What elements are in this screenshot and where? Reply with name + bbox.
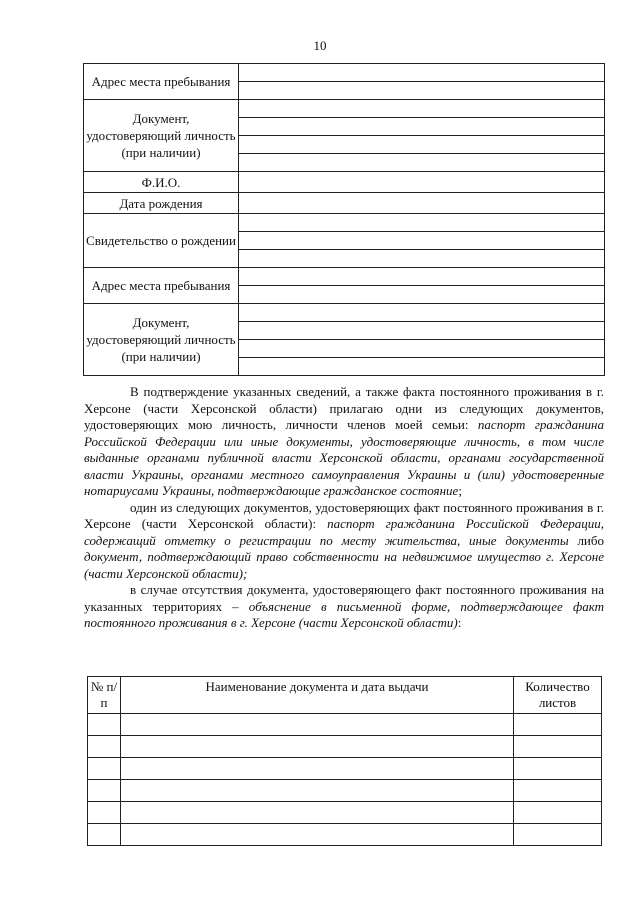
field-value-line[interactable] [239, 214, 605, 232]
field-value-line[interactable] [239, 340, 605, 358]
cell-number[interactable] [88, 736, 121, 758]
documents-table-row [88, 802, 602, 824]
field-label: Адрес места пребывания [84, 268, 239, 304]
cell-sheets[interactable] [514, 758, 602, 780]
info-table-row [84, 214, 605, 232]
field-value-line[interactable] [239, 154, 605, 172]
documents-table-row [88, 824, 602, 846]
field-value-line[interactable] [239, 304, 605, 322]
field-value-line[interactable] [239, 268, 605, 286]
documents-table-row [88, 758, 602, 780]
documents-table-row [88, 736, 602, 758]
body-text [84, 384, 604, 632]
field-value-line[interactable] [239, 358, 605, 376]
paragraph-residence-docs: один из следующих документов, удостоверяющих факт постоянного проживания в г. Херсоне (части Херсонской области): паспорт гражданина Российской Федерации, содержащий отметку о регистрации по месту жительства, иные документы либо документ, подтверждающий право собственности на недвижимое имущество г. Херсоне (части Херсонской области); [84, 499, 604, 581]
cell-sheets[interactable] [514, 802, 602, 824]
info-table-row [84, 304, 605, 322]
cell-sheets[interactable] [514, 714, 602, 736]
field-label: Адрес места пребывания [84, 64, 239, 100]
cell-document[interactable] [121, 824, 514, 846]
cell-sheets[interactable] [514, 824, 602, 846]
cell-number[interactable] [88, 714, 121, 736]
field-value-line[interactable] [239, 118, 605, 136]
field-value-line[interactable] [239, 64, 605, 82]
column-header-sheets: Количество листов [514, 677, 602, 714]
column-header-number: № п/п [88, 677, 121, 714]
cell-document[interactable] [121, 780, 514, 802]
field-value-line[interactable] [239, 100, 605, 118]
info-table-row [84, 193, 605, 214]
personal-info-table [83, 63, 605, 376]
field-label: Документ, удостоверяющий личность (при наличии) [84, 100, 239, 172]
field-value-line[interactable] [239, 172, 605, 193]
field-label: Документ, удостоверяющий личность (при наличии) [84, 304, 239, 376]
cell-document[interactable] [121, 714, 514, 736]
field-value-line[interactable] [239, 193, 605, 214]
field-value-line[interactable] [239, 136, 605, 154]
documents-table-row [88, 780, 602, 802]
cell-number[interactable] [88, 780, 121, 802]
page-number: 10 [313, 38, 327, 53]
field-value-line[interactable] [239, 82, 605, 100]
cell-document[interactable] [121, 802, 514, 824]
info-table-row [84, 268, 605, 286]
cell-document[interactable] [121, 736, 514, 758]
field-value-line[interactable] [239, 232, 605, 250]
cell-sheets[interactable] [514, 780, 602, 802]
info-table-row [84, 64, 605, 82]
paragraph-identity-docs: В подтверждение указанных сведений, а также факта постоянного проживания в г. Херсоне (части Херсонской области) прилагаю одни из следующих документов, удостоверяющих мою личность, личности членов моей семьи: паспорт гражданина Российской Федерации или иные документы, удостоверяющие личность, в том числе выданные органами публичной власти Херсонской области, органами государственной власти Украины, органами местного самоуправления Украины и (или) удостоверенные нотариусами Украины, подтверждающие гражданское состояние; [84, 384, 604, 498]
cell-number[interactable] [88, 802, 121, 824]
field-value-line[interactable] [239, 250, 605, 268]
field-label: Свидетельство о рождении [84, 214, 239, 268]
cell-document[interactable] [121, 758, 514, 780]
cell-number[interactable] [88, 824, 121, 846]
info-table-row [84, 172, 605, 193]
cell-number[interactable] [88, 758, 121, 780]
info-table-row [84, 100, 605, 118]
field-value-line[interactable] [239, 286, 605, 304]
field-label: Дата рождения [84, 193, 239, 214]
column-header-document: Наименование документа и дата выдачи [121, 677, 514, 714]
field-label: Ф.И.О. [84, 172, 239, 193]
documents-table [87, 676, 602, 846]
paragraph-explanation: в случае отсутствия документа, удостоверяющего факт постоянного проживания на указанных территориях – объяснение в письменной форме, подтверждающее факт постоянного проживания в г. Херсоне (части Херсонской области): [84, 582, 604, 630]
cell-sheets[interactable] [514, 736, 602, 758]
documents-table-row [88, 714, 602, 736]
documents-table-header [88, 677, 602, 714]
field-value-line[interactable] [239, 322, 605, 340]
